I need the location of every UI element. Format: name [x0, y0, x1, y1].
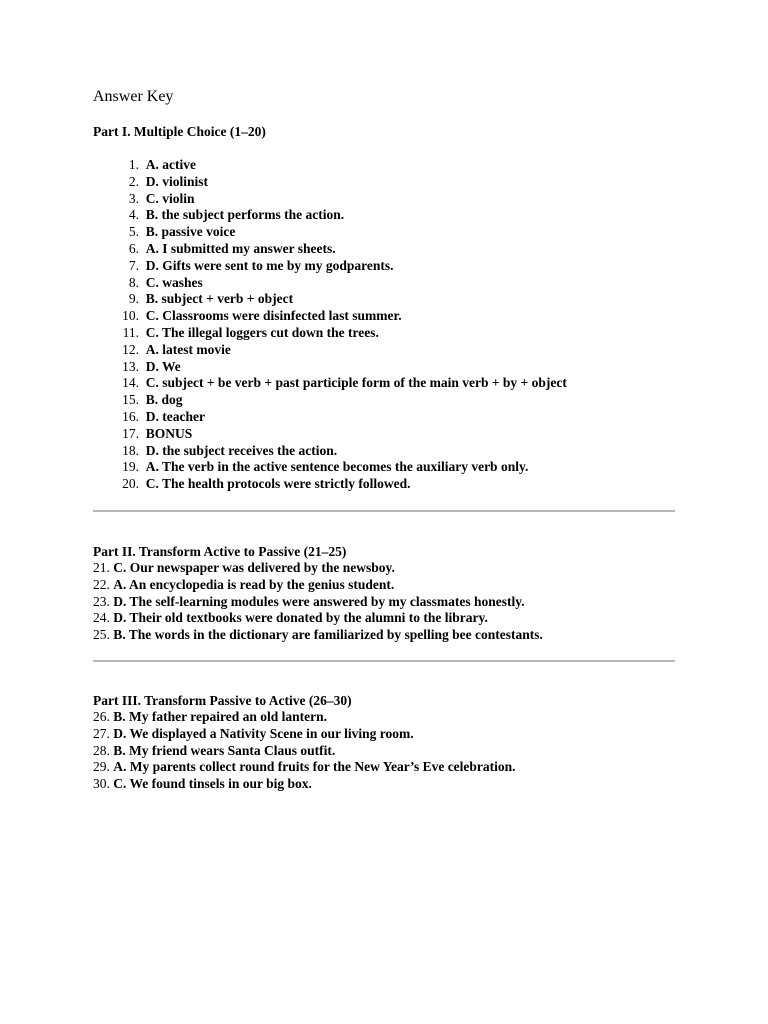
item-answer: D. teacher	[145, 408, 205, 424]
list-item	[93, 359, 675, 376]
list-item	[93, 392, 675, 409]
item-number: 10.	[122, 308, 139, 324]
list-item	[93, 308, 675, 325]
list-item	[93, 726, 675, 743]
part-3-heading: Part III. Transform Passive to Active (26–30)	[93, 692, 352, 708]
item-number: 7.	[128, 257, 139, 273]
item-answer: B. dog	[145, 392, 183, 408]
part-2-list	[93, 560, 675, 644]
item-answer: A. latest movie	[145, 341, 231, 357]
part-2-heading: Part II. Transform Active to Passive (21–25)	[93, 543, 347, 559]
item-number: 3.	[128, 190, 139, 206]
part-3-section	[93, 692, 675, 793]
list-item	[93, 342, 675, 359]
item-number: 24.	[93, 610, 110, 626]
item-answer: A. An encyclopedia is read by the genius student.	[113, 576, 395, 592]
item-answer: A. My parents collect round fruits for the New Year’s Eve celebration.	[113, 759, 516, 775]
item-answer: D. The self-learning modules were answered by my classmates honestly.	[113, 593, 525, 609]
part-1-heading: Part I. Multiple Choice (1–20)	[93, 124, 266, 139]
item-answer: D. We displayed a Nativity Scene in our living room.	[113, 725, 414, 741]
item-number: 29.	[93, 759, 110, 775]
item-number: 11.	[122, 324, 139, 340]
item-number: 20.	[122, 476, 139, 492]
item-number: 6.	[128, 240, 139, 256]
list-item	[93, 325, 675, 342]
item-number: 1.	[128, 157, 139, 172]
part-3-list	[93, 709, 675, 793]
item-number: 17.	[122, 425, 139, 441]
item-answer: C. The illegal loggers cut down the trees.	[145, 324, 379, 340]
list-item	[93, 241, 675, 258]
item-number: 28.	[93, 742, 110, 758]
list-item	[93, 224, 675, 241]
item-answer: C. The health protocols were strictly followed.	[145, 476, 411, 492]
item-number: 26.	[93, 708, 110, 724]
document-title: Answer Key	[93, 88, 174, 105]
item-answer: D. violinist	[145, 173, 209, 189]
list-item	[93, 191, 675, 208]
item-number: 25.	[93, 627, 110, 643]
section-divider	[93, 510, 675, 512]
list-item	[93, 759, 675, 776]
item-answer: B. My father repaired an old lantern.	[113, 708, 327, 724]
list-item	[93, 709, 675, 726]
list-item	[93, 577, 675, 594]
list-item	[93, 174, 675, 191]
item-answer: A. I submitted my answer sheets.	[145, 240, 336, 256]
item-answer: C. violin	[145, 190, 195, 206]
item-number: 30.	[93, 776, 110, 792]
list-item	[93, 459, 675, 476]
item-number: 27.	[93, 725, 110, 741]
item-number: 4.	[128, 207, 139, 223]
item-answer: B. The words in the dictionary are familiarized by spelling bee contestants.	[113, 627, 543, 643]
list-item	[93, 610, 675, 627]
list-item	[93, 157, 675, 174]
list-item	[93, 743, 675, 760]
item-answer: D. Their old textbooks were donated by the alumni to the library.	[113, 610, 488, 626]
item-answer: C. Our newspaper was delivered by the newsboy.	[113, 559, 395, 575]
list-item	[93, 426, 675, 443]
list-item	[93, 291, 675, 308]
item-number: 23.	[93, 593, 110, 609]
item-answer: B. subject + verb + object	[145, 291, 294, 307]
list-item	[93, 560, 675, 577]
item-number: 19.	[122, 459, 139, 475]
item-answer: D. the subject receives the action.	[145, 442, 338, 458]
item-number: 9.	[128, 291, 139, 307]
list-item	[93, 776, 675, 793]
list-item	[93, 375, 675, 392]
item-answer: A. The verb in the active sentence becomes the auxiliary verb only.	[145, 459, 529, 475]
section-divider	[93, 660, 675, 662]
part-2-section	[93, 543, 675, 644]
part-1-list	[93, 157, 675, 493]
list-item	[93, 594, 675, 611]
answer-key-document	[93, 86, 675, 793]
item-answer: C. Classrooms were disinfected last summer.	[145, 308, 402, 324]
item-answer: D. We	[145, 358, 181, 374]
item-answer: BONUS	[145, 425, 193, 441]
item-number: 16.	[122, 408, 139, 424]
item-number: 12.	[122, 341, 139, 357]
item-answer: B. passive voice	[145, 224, 236, 240]
item-number: 13.	[122, 358, 139, 374]
list-item	[93, 258, 675, 275]
item-answer: C. washes	[145, 274, 203, 290]
list-item	[93, 443, 675, 460]
list-item	[93, 627, 675, 644]
item-answer: B. the subject performs the action.	[145, 207, 345, 223]
item-number: 2.	[128, 173, 139, 189]
item-answer: A. active	[145, 157, 196, 172]
item-number: 22.	[93, 576, 110, 592]
item-number: 14.	[122, 375, 139, 391]
list-item	[93, 207, 675, 224]
list-item	[93, 275, 675, 292]
part-1-section	[93, 123, 675, 493]
item-answer: B. My friend wears Santa Claus outfit.	[113, 742, 336, 758]
item-number: 18.	[122, 442, 139, 458]
item-answer: C. We found tinsels in our big box.	[113, 776, 312, 792]
item-answer: D. Gifts were sent to me by my godparents.	[145, 257, 394, 273]
item-answer: C. subject + be verb + past participle form of the main verb + by + object	[145, 375, 567, 391]
item-number: 15.	[122, 392, 139, 408]
item-number: 21.	[93, 559, 110, 575]
item-number: 5.	[128, 224, 139, 240]
item-number: 8.	[128, 274, 139, 290]
list-item	[93, 409, 675, 426]
list-item	[93, 476, 675, 493]
